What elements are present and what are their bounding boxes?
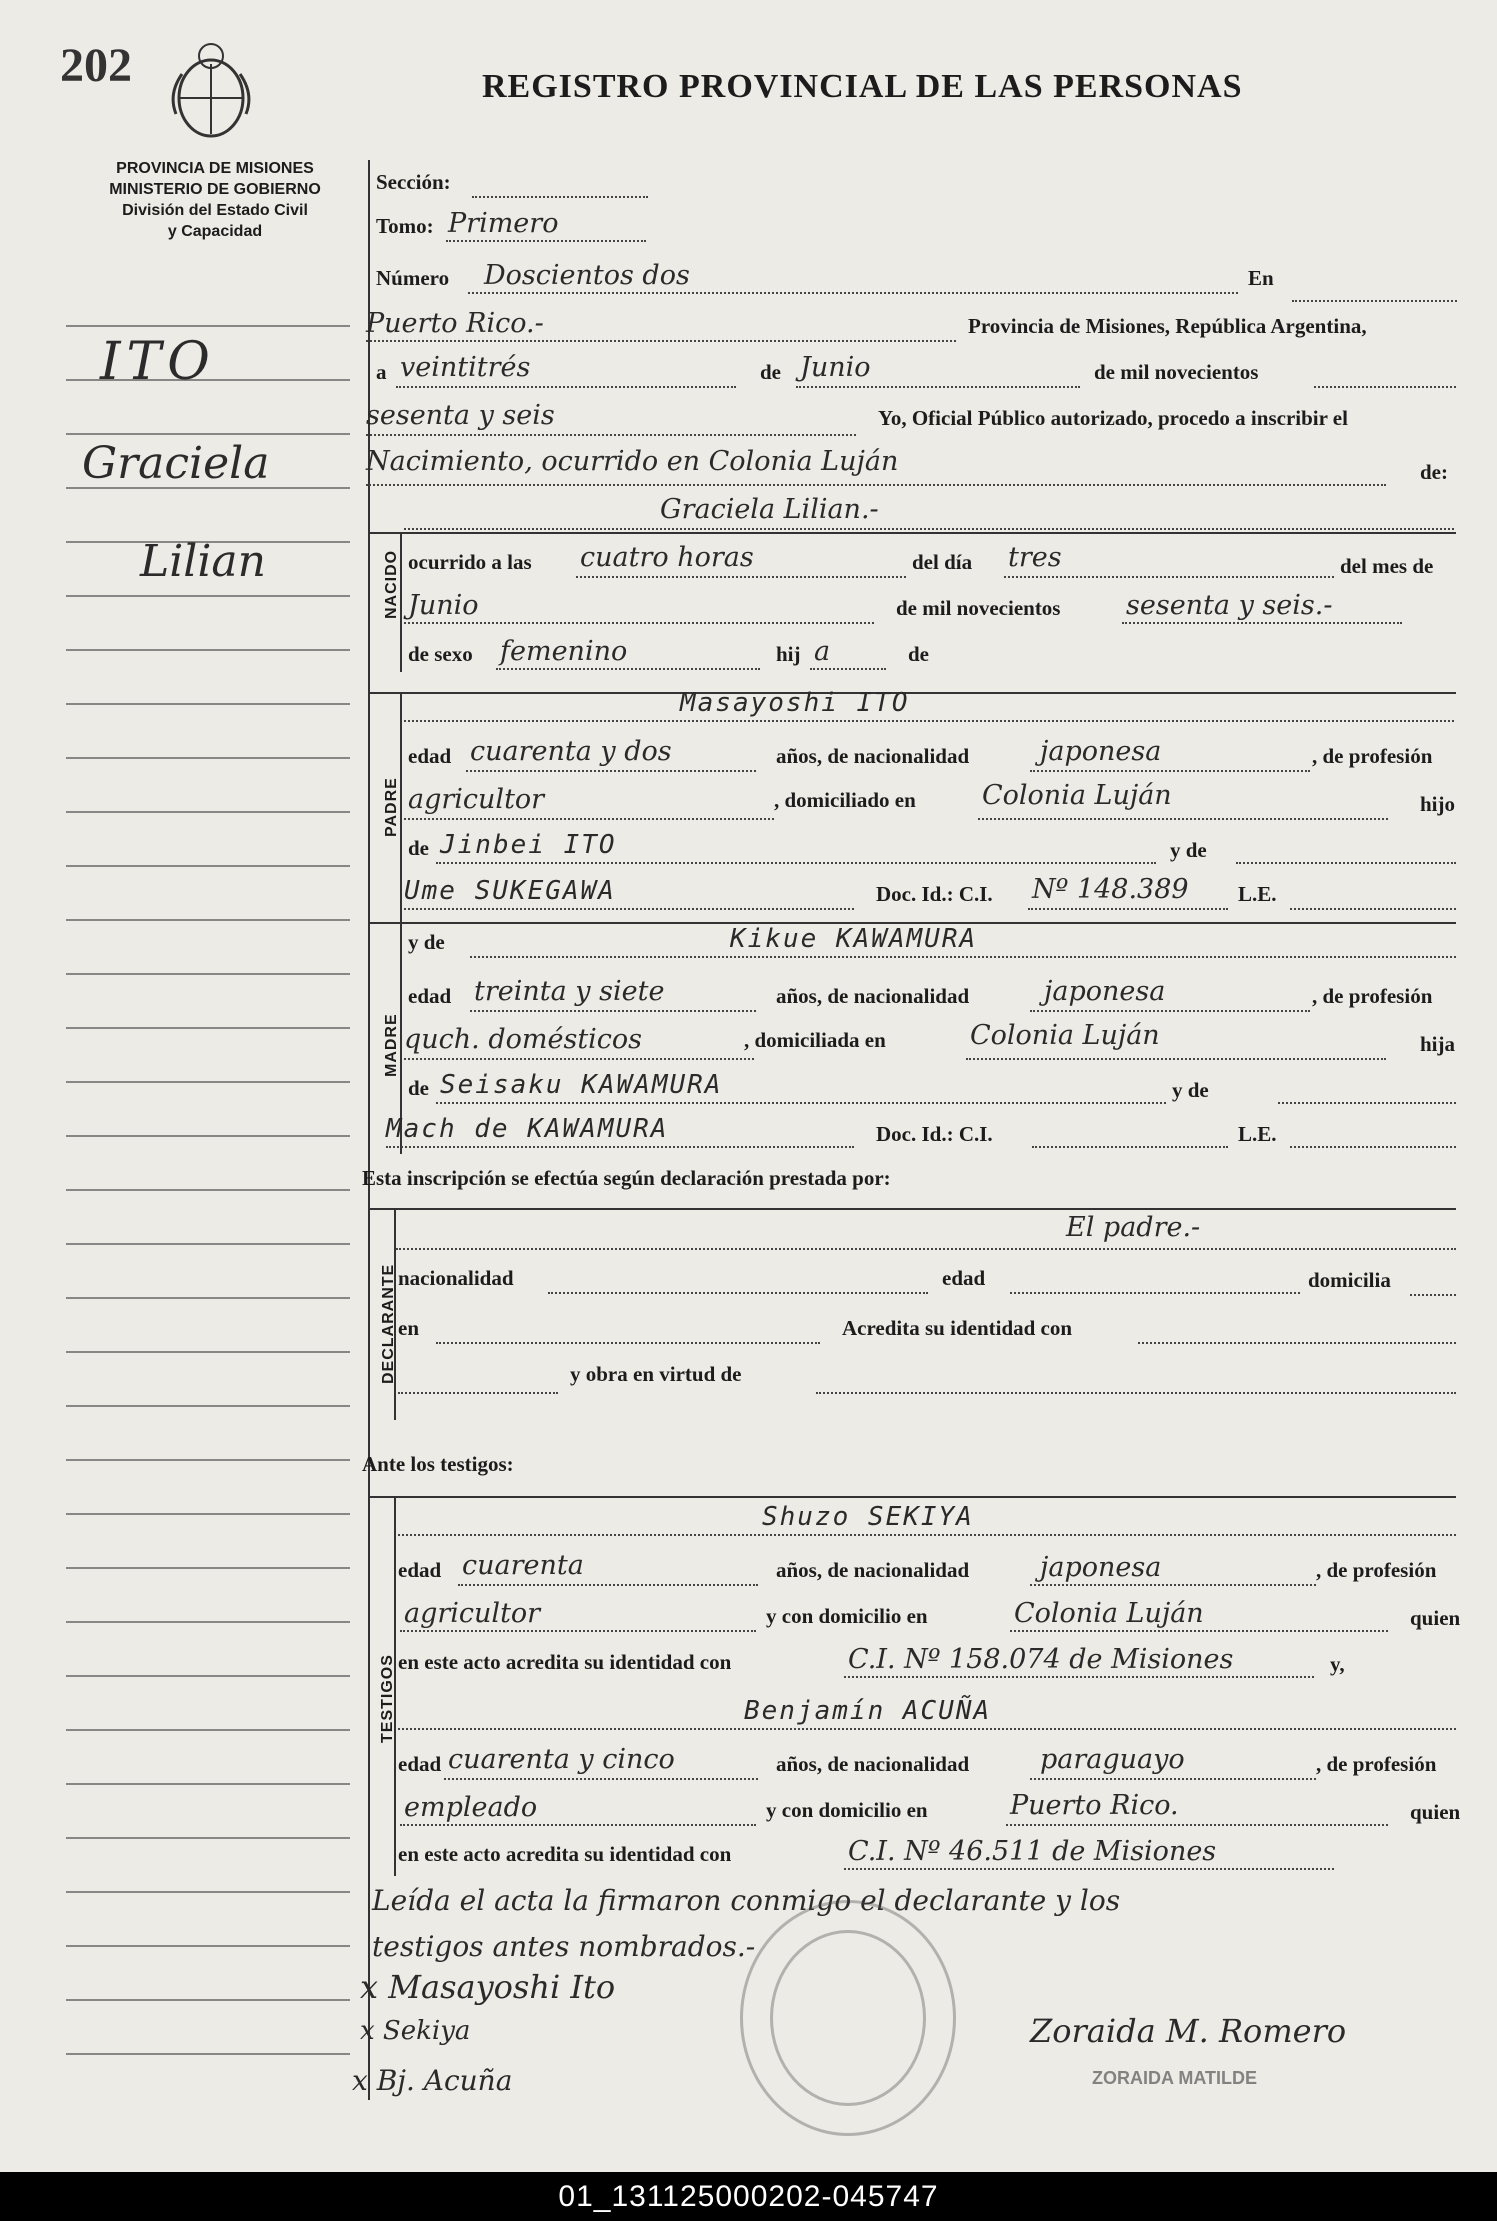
birth-hour: cuatro horas [580, 542, 754, 573]
padre-doc-label: Doc. Id.: C.I. [876, 882, 993, 906]
mother-doc-line [1032, 1146, 1228, 1148]
official-name-stamp: ZORAIDA MATILDE [1092, 2068, 1257, 2088]
mother-name: Kikue KAWAMURA [730, 924, 978, 954]
witness1-name-line [398, 1534, 1456, 1536]
hij-field-line [810, 668, 886, 670]
registration-day: veintitrés [400, 352, 531, 383]
padre-edad-label: edad [408, 744, 452, 768]
tomo-label: Tomo: [376, 214, 434, 238]
w1-edad-label: edad [398, 1558, 442, 1582]
child-name-line [404, 528, 1454, 530]
de-colon-label: de: [1420, 460, 1448, 484]
nacido-top-rule [368, 532, 1456, 534]
padre-domicilio-label: , domiciliado en [774, 788, 916, 812]
en-field-line [1292, 300, 1457, 302]
del-mes-label: del mes de [1340, 554, 1434, 578]
sexo-value: femenino [500, 636, 628, 667]
witness2-nationality: paraguayo [1040, 1744, 1185, 1775]
declarante-virtud-lead-line [398, 1392, 558, 1394]
closing-line-1: Leída el acta la firmaron conmigo el declarante y los [372, 1884, 1121, 1917]
file-id-footer: 01_131125000202-045747 [0, 2172, 1497, 2221]
father-profession-line [404, 818, 774, 820]
mother-age-line [470, 1010, 756, 1012]
birth-day: tres [1008, 542, 1062, 573]
testigos-intro: Ante los testigos: [362, 1452, 514, 1476]
father-age-line [466, 770, 756, 772]
w2-edad-label: edad [398, 1752, 442, 1776]
witness2-name-line [398, 1728, 1456, 1730]
hij-value: a [814, 636, 831, 667]
birth-year: sesenta y seis.- [1126, 590, 1333, 621]
margin-first-name: Graciela [82, 438, 270, 489]
paternal-grandmother-line [404, 908, 854, 910]
numero-label: Número [376, 266, 450, 290]
agency-line-capacity: y Capacidad [167, 223, 263, 240]
del-dia-label: del día [912, 550, 973, 574]
madre-de-label: de [408, 1076, 429, 1100]
witness1-domicile-line [1010, 1630, 1388, 1632]
sexo-field-line [496, 668, 760, 670]
madre-profesion-label: , de profesión [1312, 984, 1433, 1008]
w1-domicilio-label: y con domicilio en [766, 1604, 928, 1628]
padre-profesion-label: , de profesión [1312, 744, 1433, 768]
declarante-intro: Esta inscripción se efectúa según declaración prestada por: [362, 1166, 891, 1190]
witness2-nationality-line [1030, 1778, 1316, 1780]
signature-witness-1: x Sekiya [360, 2016, 471, 2046]
witness1-nationality: japonesa [1040, 1552, 1162, 1583]
declarante-domicilia-line [1410, 1294, 1456, 1296]
closing-line-2: testigos antes nombrados.- [372, 1930, 756, 1963]
provincia-text: Provincia de Misiones, República Argentina, [968, 314, 1367, 338]
year-extra-line [1314, 386, 1456, 388]
witness1-document-line [844, 1676, 1314, 1678]
witness2-age-line [444, 1778, 758, 1780]
issuing-agency [80, 158, 350, 242]
mother-domicile-line [966, 1058, 1386, 1060]
madre-domicilio-label: , domiciliada en [744, 1028, 886, 1052]
w2-quien-label: quien [1410, 1800, 1461, 1824]
sexo-label: de sexo [408, 642, 473, 666]
declarante-virtud-line [816, 1392, 1456, 1394]
testigos-top-rule [368, 1496, 1456, 1498]
declarante-acredita-line [1138, 1342, 1456, 1344]
declarant-name: El padre.- [1066, 1212, 1201, 1243]
padre-le-line [1290, 908, 1456, 910]
official-seal-inner-ring [770, 1930, 926, 2106]
birth-year-prefix: de mil novecientos [896, 596, 1061, 620]
oficial-text: Yo, Oficial Público autorizado, procedo a inscribir el [878, 406, 1348, 430]
madre-edad-label: edad [408, 984, 452, 1008]
coat-of-arms-emblem [168, 34, 254, 144]
declarante-section-label: DECLARANTE [380, 1263, 397, 1384]
paternal-grandfather: Jinbei ITO [440, 830, 617, 860]
father-nationality-line [1030, 770, 1310, 772]
witness1-profession: agricultor [404, 1598, 541, 1629]
witness1-name: Shuzo SEKIYA [762, 1502, 974, 1532]
witness2-domicile-line [1006, 1824, 1388, 1826]
mother-domicile: Colonia Luján [970, 1020, 1160, 1051]
agency-line-ministry: MINISTERIO DE GOBIERNO [109, 181, 321, 198]
father-name-line [404, 720, 1454, 722]
signature-declarant: x Masayoshi Ito [360, 1968, 616, 2006]
w2-profesion-label: , de profesión [1316, 1752, 1437, 1776]
declarante-top-rule [368, 1208, 1456, 1210]
margin-rules [0, 0, 360, 2172]
witness2-age: cuarenta y cinco [448, 1744, 675, 1775]
ocurrido-label: ocurrido a las [408, 550, 532, 574]
w2-acredita-label: en este acto acredita su identidad con [398, 1842, 732, 1866]
madre-section-label: MADRE [383, 1013, 400, 1077]
declarante-domicilia-label: domicilia [1308, 1268, 1391, 1292]
birth-year-line [1122, 622, 1402, 624]
declarante-en-line [436, 1342, 820, 1344]
day-line [1004, 576, 1334, 578]
declarante-edad-line [1010, 1292, 1300, 1294]
madre-le-label: L.E. [1238, 1122, 1277, 1146]
padre-le-label: L.E. [1238, 882, 1277, 906]
agency-line-division: División del Estado Civil [122, 202, 308, 219]
mother-age: treinta y siete [474, 976, 665, 1007]
act-value: Nacimiento, ocurrido en Colonia Luján [366, 446, 899, 477]
madre-le-line [1290, 1146, 1456, 1148]
padre-y-de-label: y de [1170, 838, 1207, 862]
child-name: Graciela Lilian.- [660, 494, 879, 525]
place-field-line [366, 340, 956, 342]
witness1-profession-line [400, 1630, 756, 1632]
numero-value: Doscientos dos [484, 260, 690, 291]
agency-line-province: PROVINCIA DE MISIONES [116, 160, 314, 177]
mother-name-line [470, 956, 1456, 958]
father-profession: agricultor [408, 784, 545, 815]
padre-top-rule [368, 692, 1456, 694]
witness1-age: cuarenta [462, 1550, 584, 1581]
declarante-edad-label: edad [942, 1266, 986, 1290]
padre-de-label: de [408, 836, 429, 860]
padre-section-label: PADRE [383, 777, 400, 837]
hour-field-line [576, 576, 906, 578]
birth-month: Junio [408, 590, 479, 621]
mother-profession: quch. domésticos [404, 1024, 643, 1055]
paternal-grandmother: Ume SUKEGAWA [404, 876, 616, 906]
father-domicile-line [978, 818, 1388, 820]
witness2-document-line [844, 1868, 1334, 1870]
madre-y-de-line [1278, 1102, 1456, 1104]
declarante-en-label: en [398, 1316, 419, 1340]
w1-acredita-label: en este acto acredita su identidad con [398, 1650, 732, 1674]
hij-label: hij [776, 642, 801, 666]
de-label: de [760, 360, 781, 384]
father-age: cuarenta y dos [470, 736, 672, 767]
seccion-label: Sección: [376, 170, 451, 194]
w1-y-label: y, [1330, 1652, 1345, 1676]
mother-nationality: japonesa [1044, 976, 1166, 1007]
witness2-profession-line [400, 1824, 756, 1826]
w1-quien-label: quien [1410, 1606, 1461, 1630]
mother-nationality-line [1030, 1010, 1310, 1012]
maternal-grandmother: Mach de KAWAMURA [386, 1114, 669, 1144]
signature-official: Zoraida M. Romero [1030, 2012, 1347, 2050]
en-label: En [1248, 266, 1274, 290]
witness2-domicile: Puerto Rico. [1010, 1790, 1179, 1821]
registration-month: Junio [800, 352, 871, 383]
document-title: REGISTRO PROVINCIAL DE LAS PERSONAS [482, 68, 1243, 105]
declarante-nacionalidad-label: nacionalidad [398, 1266, 514, 1290]
father-nationality: japonesa [1040, 736, 1162, 767]
act-field-line [366, 484, 1386, 486]
w1-nacionalidad-label: años, de nacionalidad [776, 1558, 970, 1582]
witness1-nationality-line [1030, 1584, 1316, 1586]
mother-profession-line [404, 1058, 754, 1060]
place-value: Puerto Rico.- [366, 308, 544, 339]
w2-nacionalidad-label: años, de nacionalidad [776, 1752, 970, 1776]
witness1-age-line [458, 1584, 758, 1586]
numero-field-line [468, 292, 1238, 294]
declarante-nacionalidad-line [548, 1292, 928, 1294]
de-progenitores-label: de [908, 642, 929, 666]
madre-nacionalidad-label: años, de nacionalidad [776, 984, 970, 1008]
declarante-acredita-label: Acredita su identidad con [842, 1316, 1073, 1340]
seccion-field-line [472, 196, 648, 198]
maternal-grandfather-line [436, 1102, 1166, 1104]
nacido-section-label: NACIDO [383, 549, 400, 619]
w2-domicilio-label: y con domicilio en [766, 1798, 928, 1822]
year-prefix: de mil novecientos [1094, 360, 1259, 384]
signature-witness-2: x Bj. Acuña [352, 2064, 513, 2097]
testigos-section-label: TESTIGOS [379, 1654, 396, 1743]
madre-y-de-label: y de [408, 930, 445, 954]
a-label: a [376, 360, 387, 384]
declarante-virtud-label: y obra en virtud de [570, 1362, 742, 1386]
birth-month-line [404, 622, 874, 624]
declarant-name-line [396, 1248, 1456, 1250]
margin-surname: ITO [100, 332, 216, 392]
witness1-domicile: Colonia Luján [1014, 1598, 1204, 1629]
year-field-line [366, 434, 856, 436]
padre-nacionalidad-label: años, de nacionalidad [776, 744, 970, 768]
hijo-label: hijo [1420, 792, 1456, 816]
month-field-line [796, 386, 1080, 388]
madre-doc-label: Doc. Id.: C.I. [876, 1122, 993, 1146]
day-field-line [396, 386, 736, 388]
witness2-document: C.I. Nº 46.511 de Misiones [848, 1836, 1217, 1867]
record-number: 202 [60, 39, 132, 92]
paternal-grandfather-line [436, 862, 1156, 864]
tomo-field-line [446, 240, 646, 242]
w1-profesion-label: , de profesión [1316, 1558, 1437, 1582]
margin-middle-name: Lilian [140, 536, 267, 587]
witness1-document: C.I. Nº 158.074 de Misiones [848, 1644, 1234, 1675]
maternal-grandmother-line [386, 1146, 854, 1148]
madre-y-de-label2: y de [1172, 1078, 1209, 1102]
maternal-grandfather: Seisaku KAWAMURA [440, 1070, 723, 1100]
father-domicile: Colonia Luján [982, 780, 1172, 811]
witness2-name: Benjamín ACUÑA [744, 1696, 992, 1726]
father-doc-number: Nº 148.389 [1032, 874, 1189, 905]
registration-year: sesenta y seis [366, 400, 555, 431]
tomo-value: Primero [448, 208, 559, 239]
hija-label: hija [1420, 1032, 1456, 1056]
father-doc-line [1028, 908, 1228, 910]
father-name: Masayoshi ITO [680, 688, 910, 718]
witness2-profession: empleado [404, 1792, 538, 1823]
padre-y-de-line [1236, 862, 1456, 864]
